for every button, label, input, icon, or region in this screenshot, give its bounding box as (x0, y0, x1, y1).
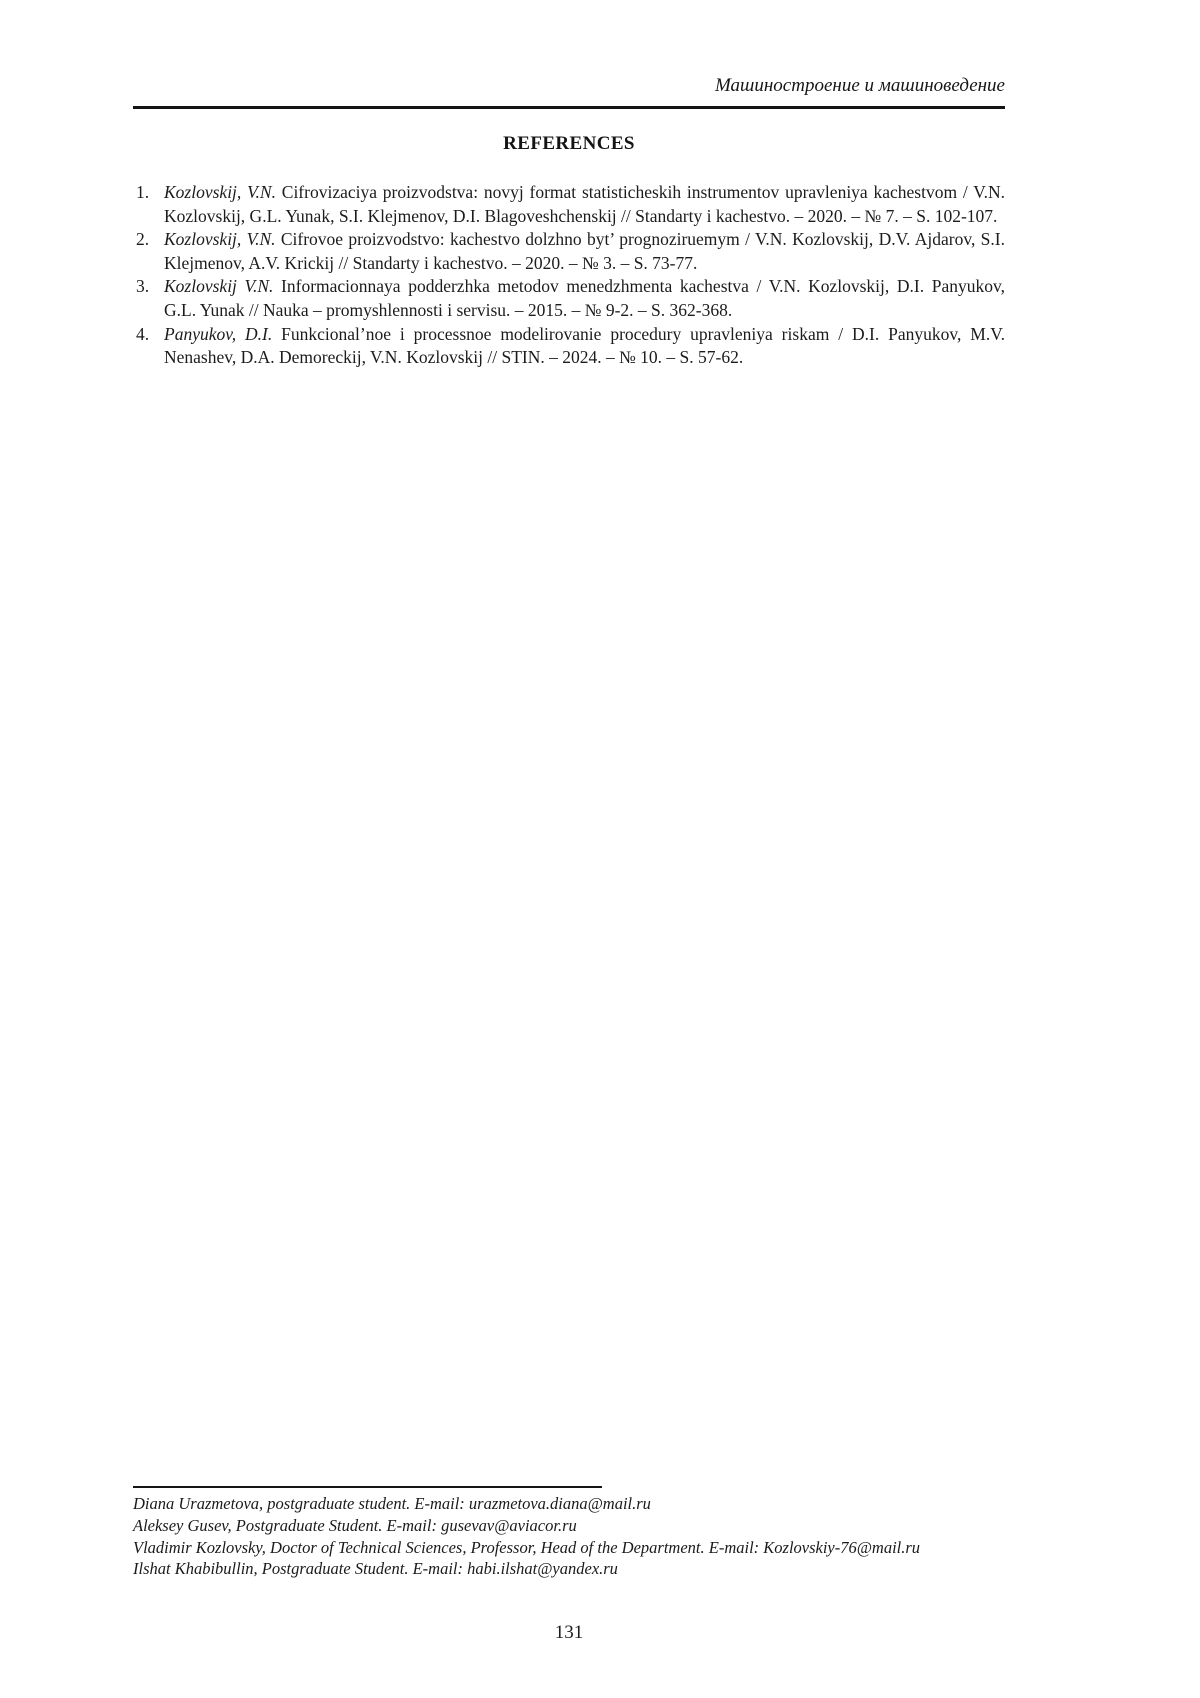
reference-number: 1. (136, 182, 150, 202)
reference-number: 2. (136, 229, 150, 250)
references-list (133, 181, 1005, 370)
reference-body: Cifrovizaciya proizvodstva: novyj format statisticheskih instrumentov upravleniya kachestvom / V.N. Kozlovskij, G.L. Yunak, S.I. Klejmenov, D.I. Blagoveshchenskij // Standarty i kachestvo. – 2020. – № 7. – S. 102-107. (164, 182, 1006, 226)
footnote-rule (133, 1486, 602, 1488)
reference-body: Funkcional’noe i processnoe modelirovanie procedury upravleniya riskam / D.I. Panyukov, M.V. Nenashev, D.A. Demoreckij, V.N. Kozlovskij // STIN. – 2024. – № 10. – S. 57-62. (164, 323, 1005, 368)
reference-item (133, 181, 1005, 228)
footnote-line: Diana Urazmetova, postgraduate student. E-mail: urazmetova.diana@mail.ru (133, 1494, 651, 1513)
reference-item (133, 275, 1005, 322)
reference-text (164, 275, 1005, 322)
page-number: 131 (554, 1622, 584, 1643)
footnote-line: Aleksey Gusev, Postgraduate Student. E-mail: gusevav@aviacor.ru (133, 1515, 577, 1535)
reference-text (164, 228, 1005, 275)
footnote-lines (133, 1493, 1005, 1580)
reference-item (133, 228, 1005, 275)
footnote-line: Vladimir Kozlovsky, Doctor of Technical Sciences, Professor, Head of the Department. E-mail: Kozlovskiy-76@mail.ru (133, 1537, 921, 1557)
reference-author: Kozlovskij, V.N. (164, 229, 276, 250)
content-column (133, 0, 1005, 370)
reference-item (133, 323, 1005, 370)
reference-author: Panyukov, D.I. (164, 323, 273, 344)
references-title: REFERENCES (503, 133, 635, 154)
reference-text (164, 181, 1005, 228)
reference-number: 3. (136, 276, 150, 297)
reference-body: Cifrovoe proizvodstvo: kachestvo dolzhno byt’ prognoziruemym / V.N. Kozlovskij, D.V. Ajdarov, S.I. Klejmenov, A.V. Krickij // Standarty i kachestvo. – 2020. – № 3. – S. 73-77. (164, 229, 1005, 273)
reference-body: Informacionnaya podderzhka metodov menedzhmenta kachestva / V.N. Kozlovskij, D.I. Panyukov, G.L. Yunak // Nauka – promyshlennosti i servisu. – 2015. – № 9-2. – S. 362-368. (164, 276, 1005, 320)
footnote-block (133, 1486, 1005, 1580)
reference-author: Kozlovskij V.N. (164, 276, 274, 297)
reference-text (164, 323, 1005, 370)
reference-author: Kozlovskij, V.N. (164, 182, 276, 202)
running-head: Машиностроение и машиноведение (714, 75, 1005, 96)
header-rule (133, 106, 1005, 109)
footnote-line: Ilshat Khabibullin, Postgraduate Student. E-mail: habi.ilshat@yandex.ru (133, 1559, 618, 1579)
reference-number: 4. (136, 323, 150, 344)
